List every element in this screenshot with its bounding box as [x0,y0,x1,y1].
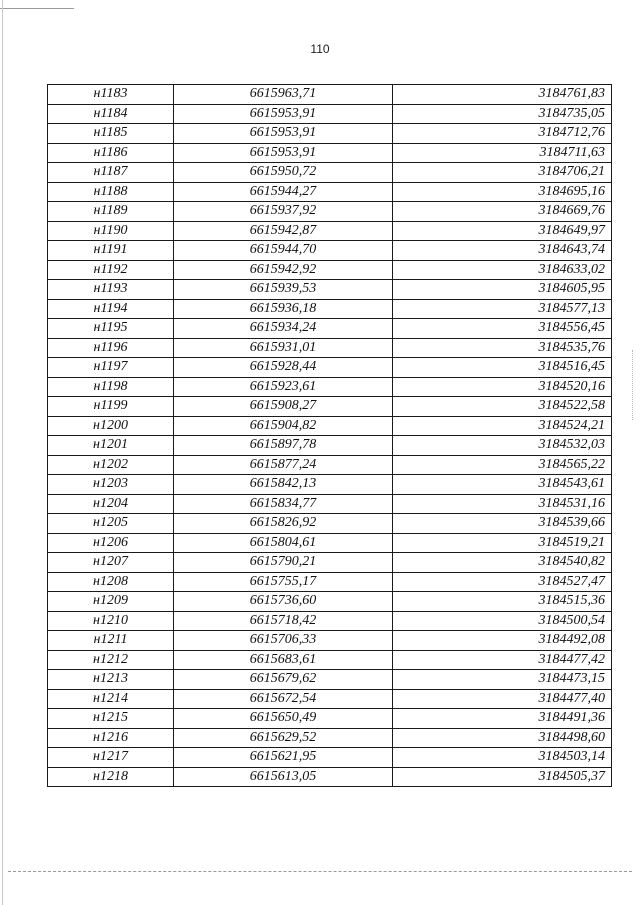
y-coordinate-cell: 3184524,21 [393,416,612,436]
y-coordinate-cell: 3184527,47 [393,572,612,592]
table-row [48,299,612,319]
table-row [48,202,612,222]
x-coordinate-cell: 6615672,54 [174,689,393,709]
point-name-cell: н1196 [48,338,174,358]
point-name-cell: н1204 [48,494,174,514]
table-row [48,280,612,300]
coordinates-table-body [48,85,612,787]
table-row [48,494,612,514]
y-coordinate-cell: 3184535,76 [393,338,612,358]
x-coordinate-cell: 6615904,82 [174,416,393,436]
point-name-cell: н1201 [48,436,174,456]
x-coordinate-cell: 6615939,53 [174,280,393,300]
y-coordinate-cell: 3184577,13 [393,299,612,319]
table-row [48,670,612,690]
x-coordinate-cell: 6615942,87 [174,221,393,241]
y-coordinate-cell: 3184515,36 [393,592,612,612]
table-row [48,319,612,339]
x-coordinate-cell: 6615826,92 [174,514,393,534]
table-row [48,124,612,144]
point-name-cell: н1215 [48,709,174,729]
y-coordinate-cell: 3184711,63 [393,143,612,163]
x-coordinate-cell: 6615621,95 [174,748,393,768]
table-row [48,611,612,631]
point-name-cell: н1206 [48,533,174,553]
point-name-cell: н1189 [48,202,174,222]
point-name-cell: н1217 [48,748,174,768]
point-name-cell: н1218 [48,767,174,787]
point-name-cell: н1210 [48,611,174,631]
point-name-cell: н1198 [48,377,174,397]
y-coordinate-cell: 3184503,14 [393,748,612,768]
y-coordinate-cell: 3184540,82 [393,553,612,573]
table-row [48,182,612,202]
point-name-cell: н1183 [48,85,174,105]
point-name-cell: н1209 [48,592,174,612]
table-row [48,728,612,748]
point-name-cell: н1186 [48,143,174,163]
point-name-cell: н1195 [48,319,174,339]
point-name-cell: н1202 [48,455,174,475]
y-coordinate-cell: 3184498,60 [393,728,612,748]
x-coordinate-cell: 6615790,21 [174,553,393,573]
y-coordinate-cell: 3184500,54 [393,611,612,631]
x-coordinate-cell: 6615897,78 [174,436,393,456]
table-row [48,143,612,163]
table-row [48,455,612,475]
table-row [48,358,612,378]
point-name-cell: н1208 [48,572,174,592]
y-coordinate-cell: 3184695,16 [393,182,612,202]
y-coordinate-cell: 3184565,22 [393,455,612,475]
y-coordinate-cell: 3184761,83 [393,85,612,105]
y-coordinate-cell: 3184605,95 [393,280,612,300]
point-name-cell: н1192 [48,260,174,280]
table-row [48,260,612,280]
table-row [48,553,612,573]
y-coordinate-cell: 3184519,21 [393,533,612,553]
x-coordinate-cell: 6615908,27 [174,397,393,417]
x-coordinate-cell: 6615944,70 [174,241,393,261]
point-name-cell: н1214 [48,689,174,709]
point-name-cell: н1187 [48,163,174,183]
scan-edge-line-left [2,0,3,905]
y-coordinate-cell: 3184735,05 [393,104,612,124]
table-row [48,592,612,612]
table-row [48,221,612,241]
y-coordinate-cell: 3184531,16 [393,494,612,514]
y-coordinate-cell: 3184556,45 [393,319,612,339]
x-coordinate-cell: 6615963,71 [174,85,393,105]
y-coordinate-cell: 3184477,42 [393,650,612,670]
table-row [48,572,612,592]
x-coordinate-cell: 6615942,92 [174,260,393,280]
y-coordinate-cell: 3184532,03 [393,436,612,456]
y-coordinate-cell: 3184492,08 [393,631,612,651]
scan-edge-line-top [0,8,74,9]
scan-edge-line-right [632,350,633,420]
x-coordinate-cell: 6615934,24 [174,319,393,339]
table-row [48,689,612,709]
table-row [48,104,612,124]
table-row [48,514,612,534]
table-row [48,748,612,768]
table-row [48,533,612,553]
y-coordinate-cell: 3184520,16 [393,377,612,397]
x-coordinate-cell: 6615842,13 [174,475,393,495]
scan-edge-line-bottom [8,871,632,872]
page-number: 110 [310,42,330,56]
x-coordinate-cell: 6615928,44 [174,358,393,378]
table-row [48,397,612,417]
x-coordinate-cell: 6615877,24 [174,455,393,475]
point-name-cell: н1212 [48,650,174,670]
x-coordinate-cell: 6615629,52 [174,728,393,748]
point-name-cell: н1200 [48,416,174,436]
table-row [48,631,612,651]
point-name-cell: н1191 [48,241,174,261]
table-row [48,416,612,436]
table-row [48,241,612,261]
y-coordinate-cell: 3184712,76 [393,124,612,144]
x-coordinate-cell: 6615953,91 [174,104,393,124]
point-name-cell: н1211 [48,631,174,651]
x-coordinate-cell: 6615650,49 [174,709,393,729]
y-coordinate-cell: 3184473,15 [393,670,612,690]
point-name-cell: н1203 [48,475,174,495]
y-coordinate-cell: 3184633,02 [393,260,612,280]
x-coordinate-cell: 6615944,27 [174,182,393,202]
point-name-cell: н1185 [48,124,174,144]
x-coordinate-cell: 6615804,61 [174,533,393,553]
table-row [48,163,612,183]
point-name-cell: н1190 [48,221,174,241]
point-name-cell: н1213 [48,670,174,690]
x-coordinate-cell: 6615736,60 [174,592,393,612]
point-name-cell: н1216 [48,728,174,748]
point-name-cell: н1205 [48,514,174,534]
point-name-cell: н1199 [48,397,174,417]
table-row [48,475,612,495]
x-coordinate-cell: 6615706,33 [174,631,393,651]
x-coordinate-cell: 6615755,17 [174,572,393,592]
x-coordinate-cell: 6615953,91 [174,143,393,163]
table-row [48,767,612,787]
x-coordinate-cell: 6615953,91 [174,124,393,144]
x-coordinate-cell: 6615834,77 [174,494,393,514]
y-coordinate-cell: 3184649,97 [393,221,612,241]
point-name-cell: н1194 [48,299,174,319]
y-coordinate-cell: 3184539,66 [393,514,612,534]
point-name-cell: н1197 [48,358,174,378]
y-coordinate-cell: 3184643,74 [393,241,612,261]
y-coordinate-cell: 3184669,76 [393,202,612,222]
table-row [48,709,612,729]
x-coordinate-cell: 6615937,92 [174,202,393,222]
y-coordinate-cell: 3184516,45 [393,358,612,378]
y-coordinate-cell: 3184477,40 [393,689,612,709]
y-coordinate-cell: 3184706,21 [393,163,612,183]
y-coordinate-cell: 3184505,37 [393,767,612,787]
y-coordinate-cell: 3184522,58 [393,397,612,417]
table-row [48,377,612,397]
x-coordinate-cell: 6615936,18 [174,299,393,319]
y-coordinate-cell: 3184543,61 [393,475,612,495]
x-coordinate-cell: 6615931,01 [174,338,393,358]
table-row [48,650,612,670]
x-coordinate-cell: 6615679,62 [174,670,393,690]
point-name-cell: н1193 [48,280,174,300]
point-name-cell: н1184 [48,104,174,124]
table-row [48,85,612,105]
point-name-cell: н1188 [48,182,174,202]
x-coordinate-cell: 6615613,05 [174,767,393,787]
table-row [48,338,612,358]
coordinates-table [47,84,612,787]
point-name-cell: н1207 [48,553,174,573]
table-row [48,436,612,456]
y-coordinate-cell: 3184491,36 [393,709,612,729]
x-coordinate-cell: 6615718,42 [174,611,393,631]
x-coordinate-cell: 6615683,61 [174,650,393,670]
x-coordinate-cell: 6615923,61 [174,377,393,397]
x-coordinate-cell: 6615950,72 [174,163,393,183]
